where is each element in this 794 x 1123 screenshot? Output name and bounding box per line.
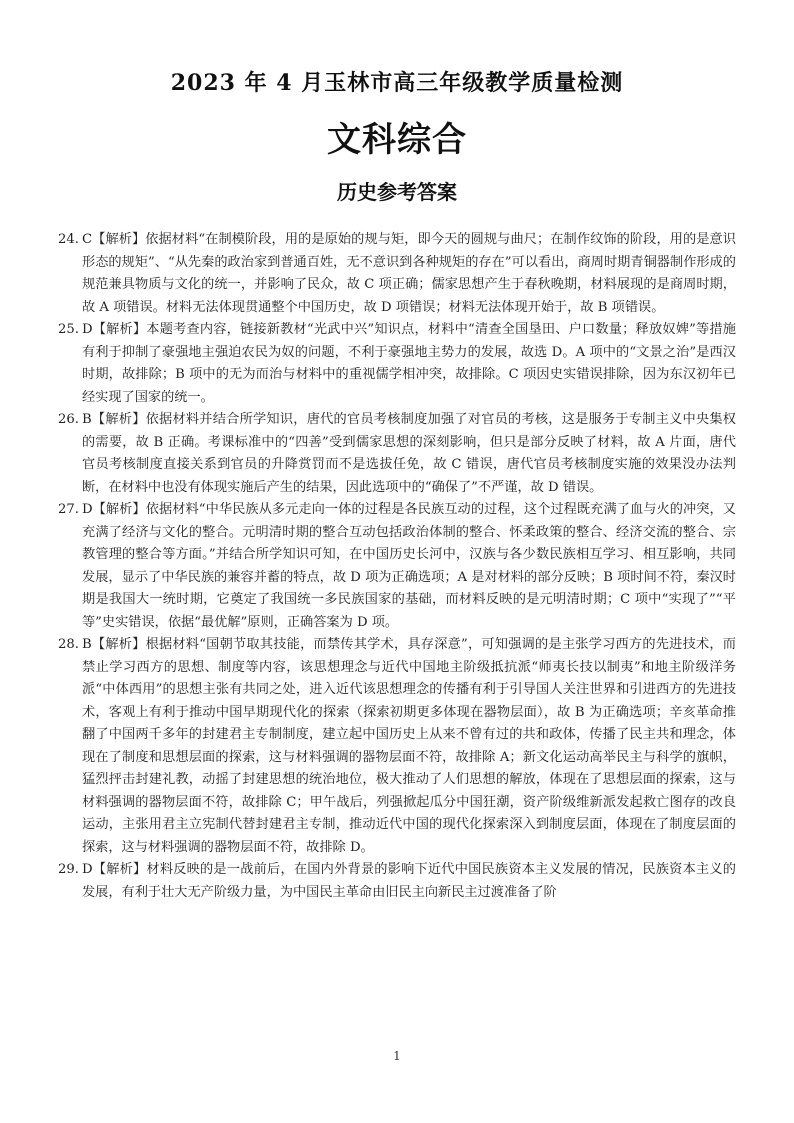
- question-number: 28.: [58, 637, 79, 652]
- question-number: 26.: [58, 412, 79, 427]
- answer-list: [60, 229, 736, 904]
- answer-item-25: [60, 319, 736, 409]
- page-number: 1: [393, 1049, 401, 1063]
- question-number: 27.: [58, 502, 79, 517]
- question-number: 24.: [58, 232, 79, 247]
- answer-item-27: [60, 499, 736, 634]
- answer-text: D【解析】材料反映的是一战前后，在国内外背景的影响下近代中国民族资本主义发展的情况，民族资本主义的发展，有利于壮大无产阶级力量，为中国民主革命由旧民主向新民主过渡准备了阶: [82, 862, 736, 900]
- answer-text: C【解析】依据材料“在制模阶段，用的是原始的规与矩，即今天的圆规与曲尺；在制作纹饰的阶段，用的是意识形态的规矩”、“从先秦的政治家到普通百姓，无不意识到各种规矩的存在”可以看出，商周时期青铜器制作形成的规范兼具物质与文化的统一，并影响了民众，故 C 项正确；儒家思想产生于春秋晚期，材料展现的是商周时期，故 A 项错误。材料无法体现贯通整个中国历史，故 D 项错误；材料无法体现开始于，故 B 项错误。: [82, 232, 736, 315]
- answer-text: D【解析】本题考查内容，链接新教材“光武中兴”知识点，材料中“清查全国垦田、户口数量；释放奴婢”等措施有利于抑制了豪强地主强迫农民为奴的问题，不利于豪强地主势力的发展，故选 D。A 项中的“文景之治”是西汉时期，故排除；B 项中的无为而治与材料中的重视儒学相冲突，故排除。C 项因史实错误排除，因为东汉初年已经实现了国家的统一。: [82, 322, 736, 405]
- answer-item-24: [60, 229, 736, 319]
- answer-item-26: [60, 409, 736, 499]
- answer-text: B【解析】根据材料“国朝节取其技能，而禁传其学术，具存深意”，可知强调的是主张学习西方的先进技术，而禁止学习西方的思想、制度等内容，该思想理念与近代中国地主阶级抵抗派“师夷长技以制夷”和地主阶级洋务派“中体西用”的思想主张有共同之处，进入近代该思想理念的传播有利于引导国人关注世界和引进西方的先进技术，客观上有利于推动中国早期现代化的探索（探索初期更多体现在器物层面），故 B 为正确选项；辛亥革命推翻了中国两千多年的封建君主专制制度，建立起中国历史上从来不曾有过的共和政体，传播了民主共和理念，体现在了制度和思想层面的探索，这与材料强调的器物层面不符，故排除 A；新文化运动高举民主与科学的旗帜，猛烈抨击封建礼教，动摇了封建思想的统治地位，极大推动了人们思想的解放，体现在了思想层面的探索，这与材料强调的器物层面不符，故排除 C；甲午战后，列强掀起瓜分中国狂潮，资产阶级维新派发起救亡图存的改良运动，主张用君主立宪制代替封建君主专制，推动近代中国的现代化探索深入到制度层面，体现在了制度层面的探索，这与材料强调的器物层面不符，故排除 D。: [82, 637, 736, 855]
- answer-item-28: [60, 634, 736, 859]
- exam-title: 2023 年 4 月玉林市高三年级教学质量检测: [170, 70, 624, 96]
- question-number: 25.: [58, 322, 79, 337]
- answer-key-title: 历史参考答案: [337, 180, 457, 204]
- answer-item-29: [60, 859, 736, 904]
- answer-text: B【解析】依据材料并结合所学知识，唐代的官员考核制度加强了对官员的考核，这是服务于专制主义中央集权的需要，故 B 正确。考课标准中的“四善”受到儒家思想的深刻影响，但只是部分反映了材料，故 A 片面，唐代官员考核制度直接关系到官员的升降赏罚而不是选拔任免，故 C 错误，唐代官员考核制度实施的效果没办法判断，在材料中也没有体现实施后产生的结果，因此选项中的“确保了”不严谨，故 D 错误。: [82, 412, 736, 495]
- question-number: 29.: [58, 862, 79, 877]
- subject-title: 文科综合: [327, 120, 467, 160]
- answer-text: D【解析】依据材料“中华民族从多元走向一体的过程是各民族互动的过程，这个过程既充满了血与火的冲突，又充满了经济与文化的整合。元明清时期的整合互动包括政治体制的整合、怀柔政策的整合、经济交流的整合、宗教管理的整合等方面。”并结合所学知识可知，在中国历史长河中，汉族与各少数民族相互学习、相互影响，共同发展，显示了中华民族的兼容并蓄的特点，故 D 项为正确选项；A 是对材料的部分反映；B 项时间不符，秦汉时期是我国大一统时期，它奠定了我国统一多民族国家的基础，而材料反映的是元明清时期；C 项中“实现了”“平等”史实错误，依据“最优解”原则，正确答案为 D 项。: [82, 502, 736, 630]
